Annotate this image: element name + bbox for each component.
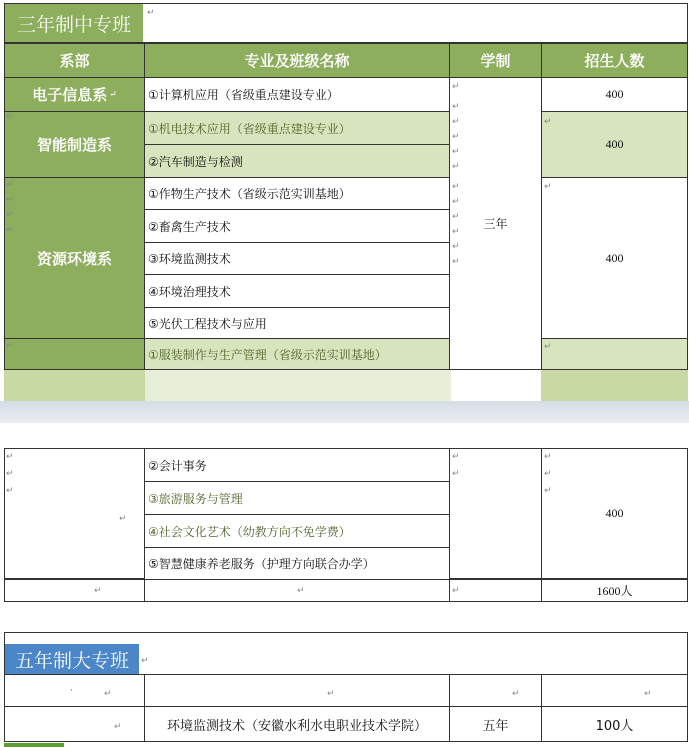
para-mark: ↵ — [94, 586, 102, 596]
para-mark: ↵ — [6, 341, 14, 351]
s2-blank-dept — [4, 674, 145, 707]
para-mark: ↵ — [6, 112, 14, 122]
major-row: ⑤光伏工程技术与应用 — [144, 307, 450, 339]
continued-duration-cell — [449, 448, 542, 579]
s2-blank-major — [144, 674, 450, 707]
para-mark: ↵ — [104, 689, 112, 699]
major-row: ②汽车制造与检测 — [144, 144, 450, 178]
para-mark: ↵ — [544, 486, 552, 496]
para-mark: ↵ — [452, 227, 460, 237]
para-mark: ↵ — [114, 722, 122, 732]
dept-resources: 资源环境系 — [4, 177, 145, 339]
header-duration: 学制 — [449, 43, 542, 78]
s2-dept-cell — [4, 706, 145, 742]
s2-duration: 五年 — [449, 706, 542, 742]
major-row: ④环境治理技术 — [144, 274, 450, 308]
para-mark: ↵ — [6, 486, 14, 496]
count-continued: 400 — [541, 448, 688, 579]
major-row: ①服装制作与生产管理（省级示范实训基地） — [144, 338, 450, 370]
header-enrollment: 招生人数 — [541, 43, 688, 78]
para-mark: ↵ — [544, 117, 552, 127]
dept-blank-row — [4, 338, 145, 370]
para-mark: ↵ — [452, 82, 460, 92]
major-row: ③旅游服务与管理 — [144, 481, 450, 515]
para-mark: ↵ — [452, 162, 460, 172]
para-mark: ↵ — [6, 452, 14, 462]
para-mark: ↵ — [452, 452, 460, 462]
header-dept: 系部 — [4, 43, 145, 78]
para-mark: ↵ — [512, 689, 520, 699]
para-mark: ↵ — [452, 117, 460, 127]
para-mark: ↵ — [452, 212, 460, 222]
para-mark: ↵ — [6, 225, 14, 235]
dept-electronics-label: 电子信息系 — [32, 86, 108, 104]
para-mark: ↵ — [644, 689, 652, 699]
para-mark: ↵ — [141, 656, 149, 666]
para-mark: ↵ — [544, 469, 552, 479]
header-major: 专业及班级名称 — [144, 43, 450, 78]
para-mark: ↵ — [452, 586, 460, 596]
count-blank-row — [541, 338, 688, 370]
para-mark: ↵ — [6, 180, 14, 190]
s2-blank-duration — [449, 674, 542, 707]
para-mark: ↵ — [119, 514, 127, 524]
major-row: ①计算机应用（省级重点建设专业） — [144, 77, 450, 112]
major-row: ⑤智慧健康养老服务（护理方向联合办学） — [144, 547, 450, 580]
s2-blank-count — [541, 674, 688, 707]
para-mark: ↵ — [452, 182, 460, 192]
dot-mark: · — [70, 686, 73, 696]
para-mark: ↵ — [452, 147, 460, 157]
para-mark: ↵ — [297, 586, 305, 596]
para-mark: ↵ — [452, 242, 460, 252]
para-mark: ↵ — [452, 257, 460, 267]
s2-count: 100人 — [541, 706, 688, 742]
count-resources: 400 — [541, 177, 688, 339]
dept-manufacturing: 智能制造系 — [4, 111, 145, 178]
count-electronics: 400 — [541, 77, 688, 112]
para-mark: ↵ — [544, 342, 552, 352]
duration-cell: 三年 — [449, 77, 542, 370]
para-mark: ↵ — [544, 452, 552, 462]
para-mark: ↵ — [452, 102, 460, 112]
major-row: ①机电技术应用（省级重点建设专业） — [144, 111, 450, 145]
para-mark: ↵ — [6, 469, 14, 479]
faded-row — [4, 370, 688, 401]
page-break — [0, 401, 689, 423]
count-manufacturing: 400 — [541, 111, 688, 178]
major-row: ④社会文化艺术（幼教方向不免学费） — [144, 514, 450, 548]
s2-major: 环境监测技术（安徽水利水电职业技术学院） — [144, 706, 450, 742]
major-row: ②会计事务 — [144, 448, 450, 482]
total-row-duration — [449, 579, 542, 602]
para-mark: ↵ — [109, 89, 117, 100]
major-row: ③环境监测技术 — [144, 242, 450, 275]
para-mark: ↵ — [452, 132, 460, 142]
para-mark: ↵ — [327, 689, 335, 699]
section-three-year-title: 三年制中专班 — [5, 4, 143, 42]
para-mark: ↵ — [6, 210, 14, 220]
para-mark: ↵ — [544, 182, 552, 192]
total-count: 1600人 — [541, 579, 688, 602]
para-mark: ↵ — [147, 8, 155, 18]
major-row: ②畜禽生产技术 — [144, 209, 450, 243]
section-five-year-title: 五年制大专班 — [5, 644, 139, 674]
para-mark: ↵ — [6, 195, 14, 205]
cutoff-next-heading — [4, 743, 64, 747]
para-mark: ↵ — [452, 469, 460, 479]
major-row: ①作物生产技术（省级示范实训基地） — [144, 177, 450, 210]
para-mark: ↵ — [452, 197, 460, 207]
dept-electronics — [4, 77, 145, 112]
total-row-dept — [4, 579, 145, 602]
